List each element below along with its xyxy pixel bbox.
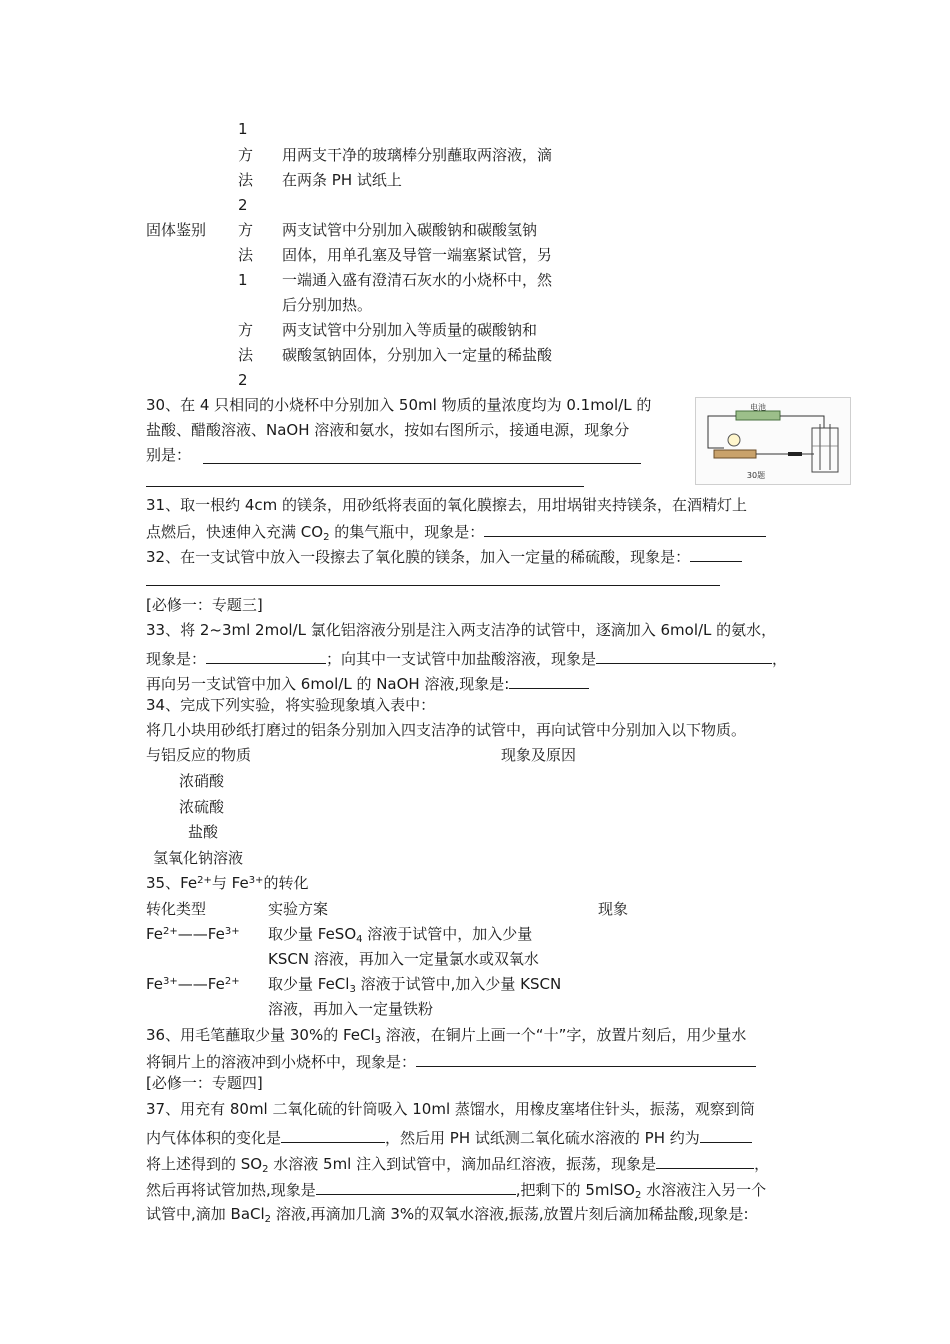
label-char: 2 <box>238 371 248 389</box>
battery-icon <box>736 411 780 420</box>
q37-line2: 内气体体积的变化是 ，然后用 PH 试纸测二氧化硫水溶液的 PH 约为 <box>146 1124 752 1151</box>
q37-blank-1[interactable] <box>281 1124 385 1143</box>
liquid-method2-desc <box>282 143 552 193</box>
solid-method2-label <box>238 318 253 393</box>
q37-line3: 将上述得到的 $SO_2$ 水溶液 5ml 注入到试管中，滴加品红溶液，振荡，现象是 ， <box>146 1150 769 1177</box>
q35-row2-type: $Fe^{3+}——Fe^{2+}$ <box>146 975 240 993</box>
beaker-icon <box>812 428 838 472</box>
label-char: 方 <box>238 146 254 164</box>
q35-col-plan: 实验方案 <box>268 900 329 918</box>
q34-item: 氢氧化钠溶液 <box>153 849 244 867</box>
q35-row1-type: $Fe^{2+}——Fe^{3+}$ <box>146 925 240 943</box>
q37-blank-2[interactable] <box>700 1124 752 1143</box>
desc-line: 一端通入盛有澄清石灰水的小烧杯中，然 <box>282 271 553 289</box>
wire <box>780 416 824 428</box>
q37-line1: 37、用充有 80ml 二氧化硫的针筒吸入 10ml 蒸馏水，用橡皮塞堵住针头，振荡，观察到筒 <box>146 1100 755 1118</box>
label-char: 方 <box>238 321 254 339</box>
q31-line1: 31、取一根约 4cm 的镁条，用砂纸将表面的氧化膜擦去，用坩埚钳夹持镁条，在酒精灯上 <box>146 496 748 514</box>
method1-end-digit: 1 <box>238 120 248 138</box>
solid-method2-desc <box>282 318 552 368</box>
q37-blank-3[interactable] <box>656 1150 754 1169</box>
desc-line: 后分别加热。 <box>282 296 373 314</box>
q30-line2: 盐酸、醋酸溶液、NaOH 溶液和氨水，按如右图所示，接通电源，现象分 <box>146 421 630 439</box>
q33-line3: 再向另一支试管中加入 6mol/L 的 NaOH 溶液,现象是: <box>146 670 589 697</box>
q34-header-left: 与铝反应的物质 <box>146 746 252 764</box>
q34-line1: 34、完成下列实验，将实验现象填入表中： <box>146 696 436 714</box>
q35-row2-plan: 取少量 FeCl$_3$ 溶液于试管中,加入少量 KSCN 溶液，再加入一定量铁粉 <box>268 975 562 1018</box>
label-char: 法 <box>238 246 254 264</box>
q31-line2: 点燃后，快速伸入充满 $CO_2$ 的集气瓶中，现象是： <box>146 518 766 545</box>
q37-blank-4[interactable] <box>316 1176 516 1195</box>
q36-line1: 36、用毛笔蘸取少量 30%的 FeCl$_3$ 溶液，在铜片上画一个“十”字，放置片刻后，用少量水 <box>146 1026 747 1046</box>
q30-answer-blank[interactable] <box>203 463 641 464</box>
label-char: 1 <box>238 271 248 289</box>
q30-line1: 30、在 4 只相同的小烧杯中分别加入 50ml 物质的量浓度均为 0.1mol/L 的 <box>146 396 652 414</box>
label-char: 2 <box>238 196 248 214</box>
battery-label: 电池 <box>750 403 766 412</box>
section-header-3: [必修一：专题三] <box>146 596 263 614</box>
q34-line2: 将几小块用砂纸打磨过的铝条分别加入四支洁净的试管中，再向试管中分别加入以下物质。 <box>146 721 747 739</box>
desc-line: 在两条 PH 试纸上 <box>282 171 402 189</box>
desc-line: 两支试管中分别加入碳酸钠和碳酸氢钠 <box>282 221 538 239</box>
q31-answer-blank[interactable] <box>484 518 766 537</box>
figure-caption: 30题 <box>746 471 766 480</box>
resistor-icon <box>788 452 802 456</box>
solid-method1-desc <box>282 218 552 318</box>
q32-answer-blank-2[interactable] <box>146 585 720 586</box>
liquid-method2-label <box>238 143 253 218</box>
q33-blank-2[interactable] <box>596 645 772 664</box>
q32-answer-blank[interactable] <box>690 543 742 562</box>
q33-blank-3[interactable] <box>509 670 589 689</box>
q36-answer-blank[interactable] <box>416 1048 756 1067</box>
bulb-icon <box>728 434 740 446</box>
desc-line: 碳酸氢钠固体，分别加入一定量的稀盐酸 <box>282 346 553 364</box>
q35-col-phenomenon: 现象 <box>598 900 629 918</box>
q34-item: 浓硝酸 <box>179 772 225 790</box>
q35-col-type: 转化类型 <box>146 900 207 918</box>
q33-line2: 现象是： ；向其中一支试管中加盐酸溶液，现象是 ， <box>146 645 787 672</box>
circuit-diagram <box>696 398 850 484</box>
q33-blank-1[interactable] <box>206 645 326 664</box>
circuit-figure <box>695 397 851 485</box>
q34-header-right: 现象及原因 <box>501 746 577 764</box>
label-char: 方 <box>238 221 254 239</box>
q35-title: 35、$Fe^{2+}$与 $Fe^{3+}$的转化 <box>146 874 309 892</box>
q37-line4: 然后再将试管加热,现象是 ,把剩下的 5mlSO$_2$ 水溶液注入另一个 <box>146 1176 766 1203</box>
q32-line1: 32、在一支试管中放入一段擦去了氧化膜的镁条，加入一定量的稀硫酸，现象是： <box>146 543 742 570</box>
desc-line: 用两支干净的玻璃棒分别蘸取两溶液，滴 <box>282 146 553 164</box>
q30-answer-blank-2[interactable] <box>146 486 584 487</box>
board-icon <box>714 450 756 458</box>
desc-line: 两支试管中分别加入等质量的碳酸钠和 <box>282 321 538 339</box>
q36-line2: 将铜片上的溶液冲到小烧杯中，现象是： <box>146 1048 756 1075</box>
label-char: 法 <box>238 171 254 189</box>
q34-item: 浓硫酸 <box>179 798 225 816</box>
q35-row1-plan: 取少量 FeSO$_4$ 溶液于试管中，加入少量 KSCN 溶液，再加入一定量氯水或双氧水 <box>268 925 539 968</box>
q33-line1: 33、将 2~3ml 2mol/L 氯化铝溶液分别是注入两支洁净的试管中，逐滴加入 6mol/L 的氨水， <box>146 621 777 639</box>
desc-line: 固体，用单孔塞及导管一端塞紧试管，另 <box>282 246 553 264</box>
q34-item: 盐酸 <box>188 823 219 841</box>
label-char: 法 <box>238 346 254 364</box>
section-header-4: [必修一：专题四] <box>146 1074 263 1092</box>
q30-line3: 别是： <box>146 446 192 464</box>
solid-category: 固体鉴别 <box>146 221 207 239</box>
q37-line5: 试管中,滴加 BaCl$_2$ 溶液,再滴加几滴 3%的双氧水溶液,振荡,放置片刻后滴加稀盐酸,现象是: <box>146 1205 749 1225</box>
solid-method1-label <box>238 218 253 293</box>
